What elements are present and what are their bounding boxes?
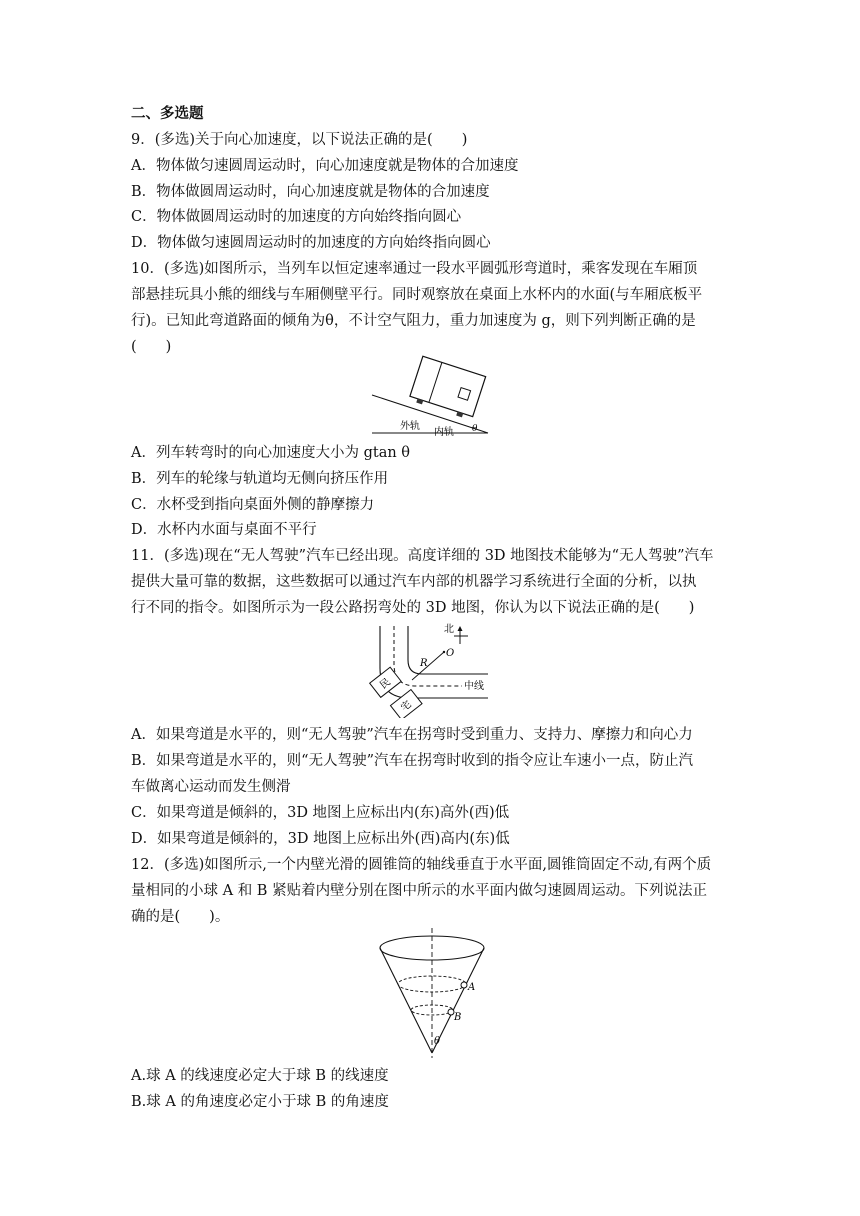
q11-option-c: C．如果弯道是倾斜的，3D 地图上应标出内(东)高外(西)低: [131, 805, 510, 821]
centerline-label: 中线: [464, 681, 484, 692]
q12-stem-line-1: 12．(多选)如图所示,一个内壁光滑的圆锥筒的轴线垂直于水平面,圆锥筒固定不动,有两个质: [131, 857, 712, 873]
outer-rail-label: 外轨: [400, 421, 420, 432]
q10-option-b: B．列车的轮缘与轨道均无侧向挤压作用: [131, 471, 389, 487]
q12-stem-line-3: 确的是( )。: [131, 909, 230, 925]
q11-stem-line-1: 11．(多选)现在“无人驾驶”汽车已经出现。高度详细的 3D 地图技术能够为“无人驾驶”汽车: [131, 548, 714, 564]
ball-a-label: A: [468, 982, 476, 993]
q9-stem: 9．(多选)关于向心加速度，以下说法正确的是( ): [131, 132, 468, 148]
ball-b-label: B: [454, 1012, 462, 1023]
q11-option-b-line-1: B．如果弯道是水平的，则“无人驾驶”汽车在拐弯时收到的指令应让车速小一点，防止汽: [131, 753, 693, 769]
house-label-min: 民: [378, 676, 393, 692]
q12-stem-line-2: 量相同的小球 A 和 B 紧贴着内壁分别在图中所示的水平面内做匀速圆周运动。下列说法正: [131, 883, 708, 899]
r-label: R: [420, 658, 428, 669]
house-label-zhai: 宅: [399, 699, 414, 714]
road-map-figure: [368, 618, 498, 718]
section-title: 二、多选题: [131, 106, 204, 122]
inner-rail-label: 内轨: [434, 427, 454, 437]
q9-option-c: C．物体做圆周运动时的加速度的方向始终指向圆心: [131, 209, 462, 225]
cone-figure: [374, 928, 490, 1058]
train-tilt-figure: [370, 355, 490, 437]
q11-option-b-line-2: 车做离心运动而发生侧滑: [131, 779, 291, 795]
q9-option-b: B．物体做圆周运动时，向心加速度就是物体的合加速度: [131, 184, 490, 200]
q10-stem-line-2: 部悬挂玩具小熊的细线与车厢侧壁平行。同时观察放在桌面上水杯内的水面(与车厢底板平: [131, 287, 703, 303]
q10-option-c: C．水杯受到指向桌面外侧的静摩擦力: [131, 497, 375, 513]
q10-option-a: A．列车转弯时的向心加速度大小为 gtan θ: [131, 445, 411, 461]
q12-option-b: B.球 A 的角速度必定小于球 B 的角速度: [131, 1094, 389, 1110]
north-label: 北: [444, 624, 454, 635]
angle-label: θ: [472, 424, 478, 434]
q10-stem-line-1: 10．(多选)如图所示，当列车以恒定速率通过一段水平圆弧形弯道时，乘客发现在车厢顶: [131, 261, 698, 277]
q12-option-a: A.球 A 的线速度必定大于球 B 的线速度: [131, 1068, 389, 1084]
q10-stem-line-3: 行)。已知此弯道路面的倾角为θ，不计空气阻力，重力加速度为 g，则下列判断正确的是: [131, 313, 696, 329]
q11-stem-line-3: 行不同的指令。如图所示为一段公路拐弯处的 3D 地图，你认为以下说法正确的是( ): [131, 600, 695, 616]
q9-option-a: A．物体做匀速圆周运动时，向心加速度就是物体的合加速度: [131, 158, 519, 174]
q11-stem-line-2: 提供大量可靠的数据，这些数据可以通过汽车内部的机器学习系统进行全面的分析，以执: [131, 574, 697, 590]
q11-option-d: D．如果弯道是倾斜的，3D 地图上应标出外(西)高内(东)低: [131, 831, 510, 847]
q10-stem-line-4: ( ): [131, 339, 172, 355]
o-label: O: [446, 648, 455, 659]
q9-option-d: D．物体做匀速圆周运动时的加速度的方向始终指向圆心: [131, 235, 491, 251]
q11-option-a: A．如果弯道是水平的，则“无人驾驶”汽车在拐弯时受到重力、支持力、摩擦力和向心力: [131, 727, 693, 743]
cone-angle-label: θ: [434, 1036, 441, 1047]
q10-option-d: D．水杯内水面与桌面不平行: [131, 522, 317, 538]
